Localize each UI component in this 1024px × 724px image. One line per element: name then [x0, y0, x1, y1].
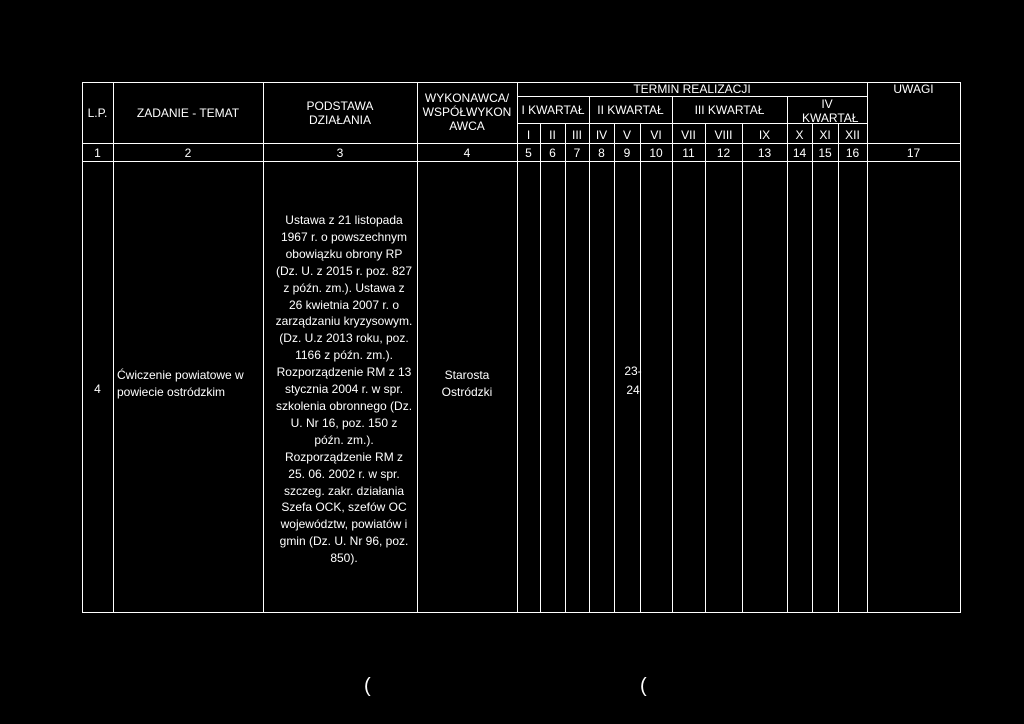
podstawa-line: Ustawa z 21 listopada [285, 213, 403, 227]
column-number: 14 [792, 146, 807, 160]
podstawa-line: 1166 z późn. zm.). [295, 348, 393, 363]
podstawa-line: z późn. zm.). Ustawa z [283, 280, 405, 295]
month-divider [838, 123, 839, 613]
month-label: VII [681, 128, 696, 142]
header-zadanie: ZADANIE - TEMAT [136, 106, 240, 120]
podstawa-line: szczeg. zakr. działania [283, 483, 405, 498]
podstawa-line: (Dz. U. z 2015 r. poz. 827 [275, 263, 413, 278]
podstawa-line: 850). [330, 551, 358, 566]
column-number: 6 [549, 146, 556, 160]
month-label: XII [845, 128, 860, 142]
column-number: 15 [818, 146, 832, 160]
header-podstawa: PODSTAWA DZIAŁANIA [306, 99, 374, 127]
podstawa-line: 25. 06. 2002 r. w spr. [288, 466, 400, 481]
col-divider [517, 82, 518, 613]
month-label: VIII [714, 128, 733, 142]
kwartal-2-label: II KWARTAŁ [597, 103, 664, 117]
month-divider [812, 123, 813, 613]
column-number: 11 [682, 146, 695, 160]
podstawa-line: Rozporządzenie RM z [284, 449, 404, 464]
month-divider [565, 123, 566, 613]
column-number: 10 [649, 146, 663, 160]
podstawa-line: województw, powiatów i [280, 517, 408, 532]
month-label: VI [650, 128, 662, 142]
month-label: XI [819, 128, 831, 142]
column-number: 8 [598, 146, 605, 160]
month-label: X [795, 128, 804, 142]
column-number: 12 [716, 146, 731, 160]
podstawa-line: szkolenia obronnego (Dz. [275, 398, 413, 413]
kwartal-1-label: I KWARTAŁ [521, 103, 585, 117]
column-number: 5 [525, 146, 532, 160]
month-divider [742, 123, 743, 613]
month-label: I [526, 128, 531, 142]
month-label: III [571, 128, 582, 142]
column-number: 7 [573, 146, 581, 160]
column-number: 13 [757, 146, 772, 160]
header-wykonawca: WYKONAWCA/ WSPÓŁWYKON AWCA [422, 91, 512, 133]
row-lp: 4 [94, 382, 101, 396]
column-number: 4 [463, 146, 471, 160]
footer-mark: ( [640, 675, 647, 697]
col-divider [867, 82, 868, 613]
podstawa-line: późn. zm.). [314, 432, 374, 447]
column-number: 9 [623, 146, 631, 160]
month-divider [540, 123, 541, 613]
podstawa-line: (Dz. U.z 2013 roku, poz. [279, 331, 409, 346]
row-wykonawca: Starosta Ostródzki [441, 368, 493, 399]
header-uwagi: UWAGI [893, 82, 934, 96]
month-divider [705, 123, 706, 613]
podstawa-line: U. Nr 16, poz. 150 z [290, 415, 398, 430]
header-termin: TERMIN REALIZACJI [633, 82, 751, 96]
podstawa-line: 1967 r. o powszechnym [280, 229, 408, 244]
month-label: V [622, 128, 631, 142]
month-label: II [549, 128, 556, 142]
row-zadanie: Ćwiczenie powiatowe w powiecie ostródzkim [117, 368, 244, 399]
row-termin-value: 23- 24 [624, 364, 642, 397]
kwartal-3-label: III KWARTAŁ [694, 103, 765, 117]
column-number: 17 [906, 146, 921, 160]
header-divider [82, 143, 961, 144]
podstawa-line: obowiązku obrony RP [285, 246, 403, 261]
month-label: IX [758, 128, 771, 142]
col-divider [113, 82, 114, 613]
column-number: 16 [845, 146, 860, 160]
numbers-divider [82, 161, 961, 162]
header-lp: L.P. [87, 106, 108, 120]
table-border-left [82, 82, 83, 613]
month-label: IV [595, 128, 608, 142]
column-number: 2 [184, 146, 192, 160]
table-border-right [960, 82, 961, 613]
podstawa-line: Szefa OCK, szefów OC [281, 500, 407, 515]
podstawa-line: gmin (Dz. U. Nr 96, poz. [279, 534, 409, 549]
quarter-divider [672, 96, 673, 613]
podstawa-line: stycznia 2004 r. w spr. [284, 382, 404, 397]
quarter-divider [787, 96, 788, 613]
quarter-divider [589, 96, 590, 613]
podstawa-line: Rozporządzenie RM z 13 [276, 365, 412, 380]
footer-mark: ( [364, 675, 371, 697]
col-divider [263, 82, 264, 613]
kwartal-4-label: IV KWARTAŁ [802, 97, 859, 125]
row-podstawa [265, 212, 423, 567]
podstawa-line: 26 kwietnia 2007 r. o [288, 297, 400, 312]
month-divider [614, 123, 615, 613]
column-number: 3 [336, 146, 344, 160]
podstawa-line: zarządzaniu kryzysowym. [275, 314, 413, 329]
table-border-bottom [82, 612, 961, 613]
column-number: 1 [94, 146, 101, 160]
